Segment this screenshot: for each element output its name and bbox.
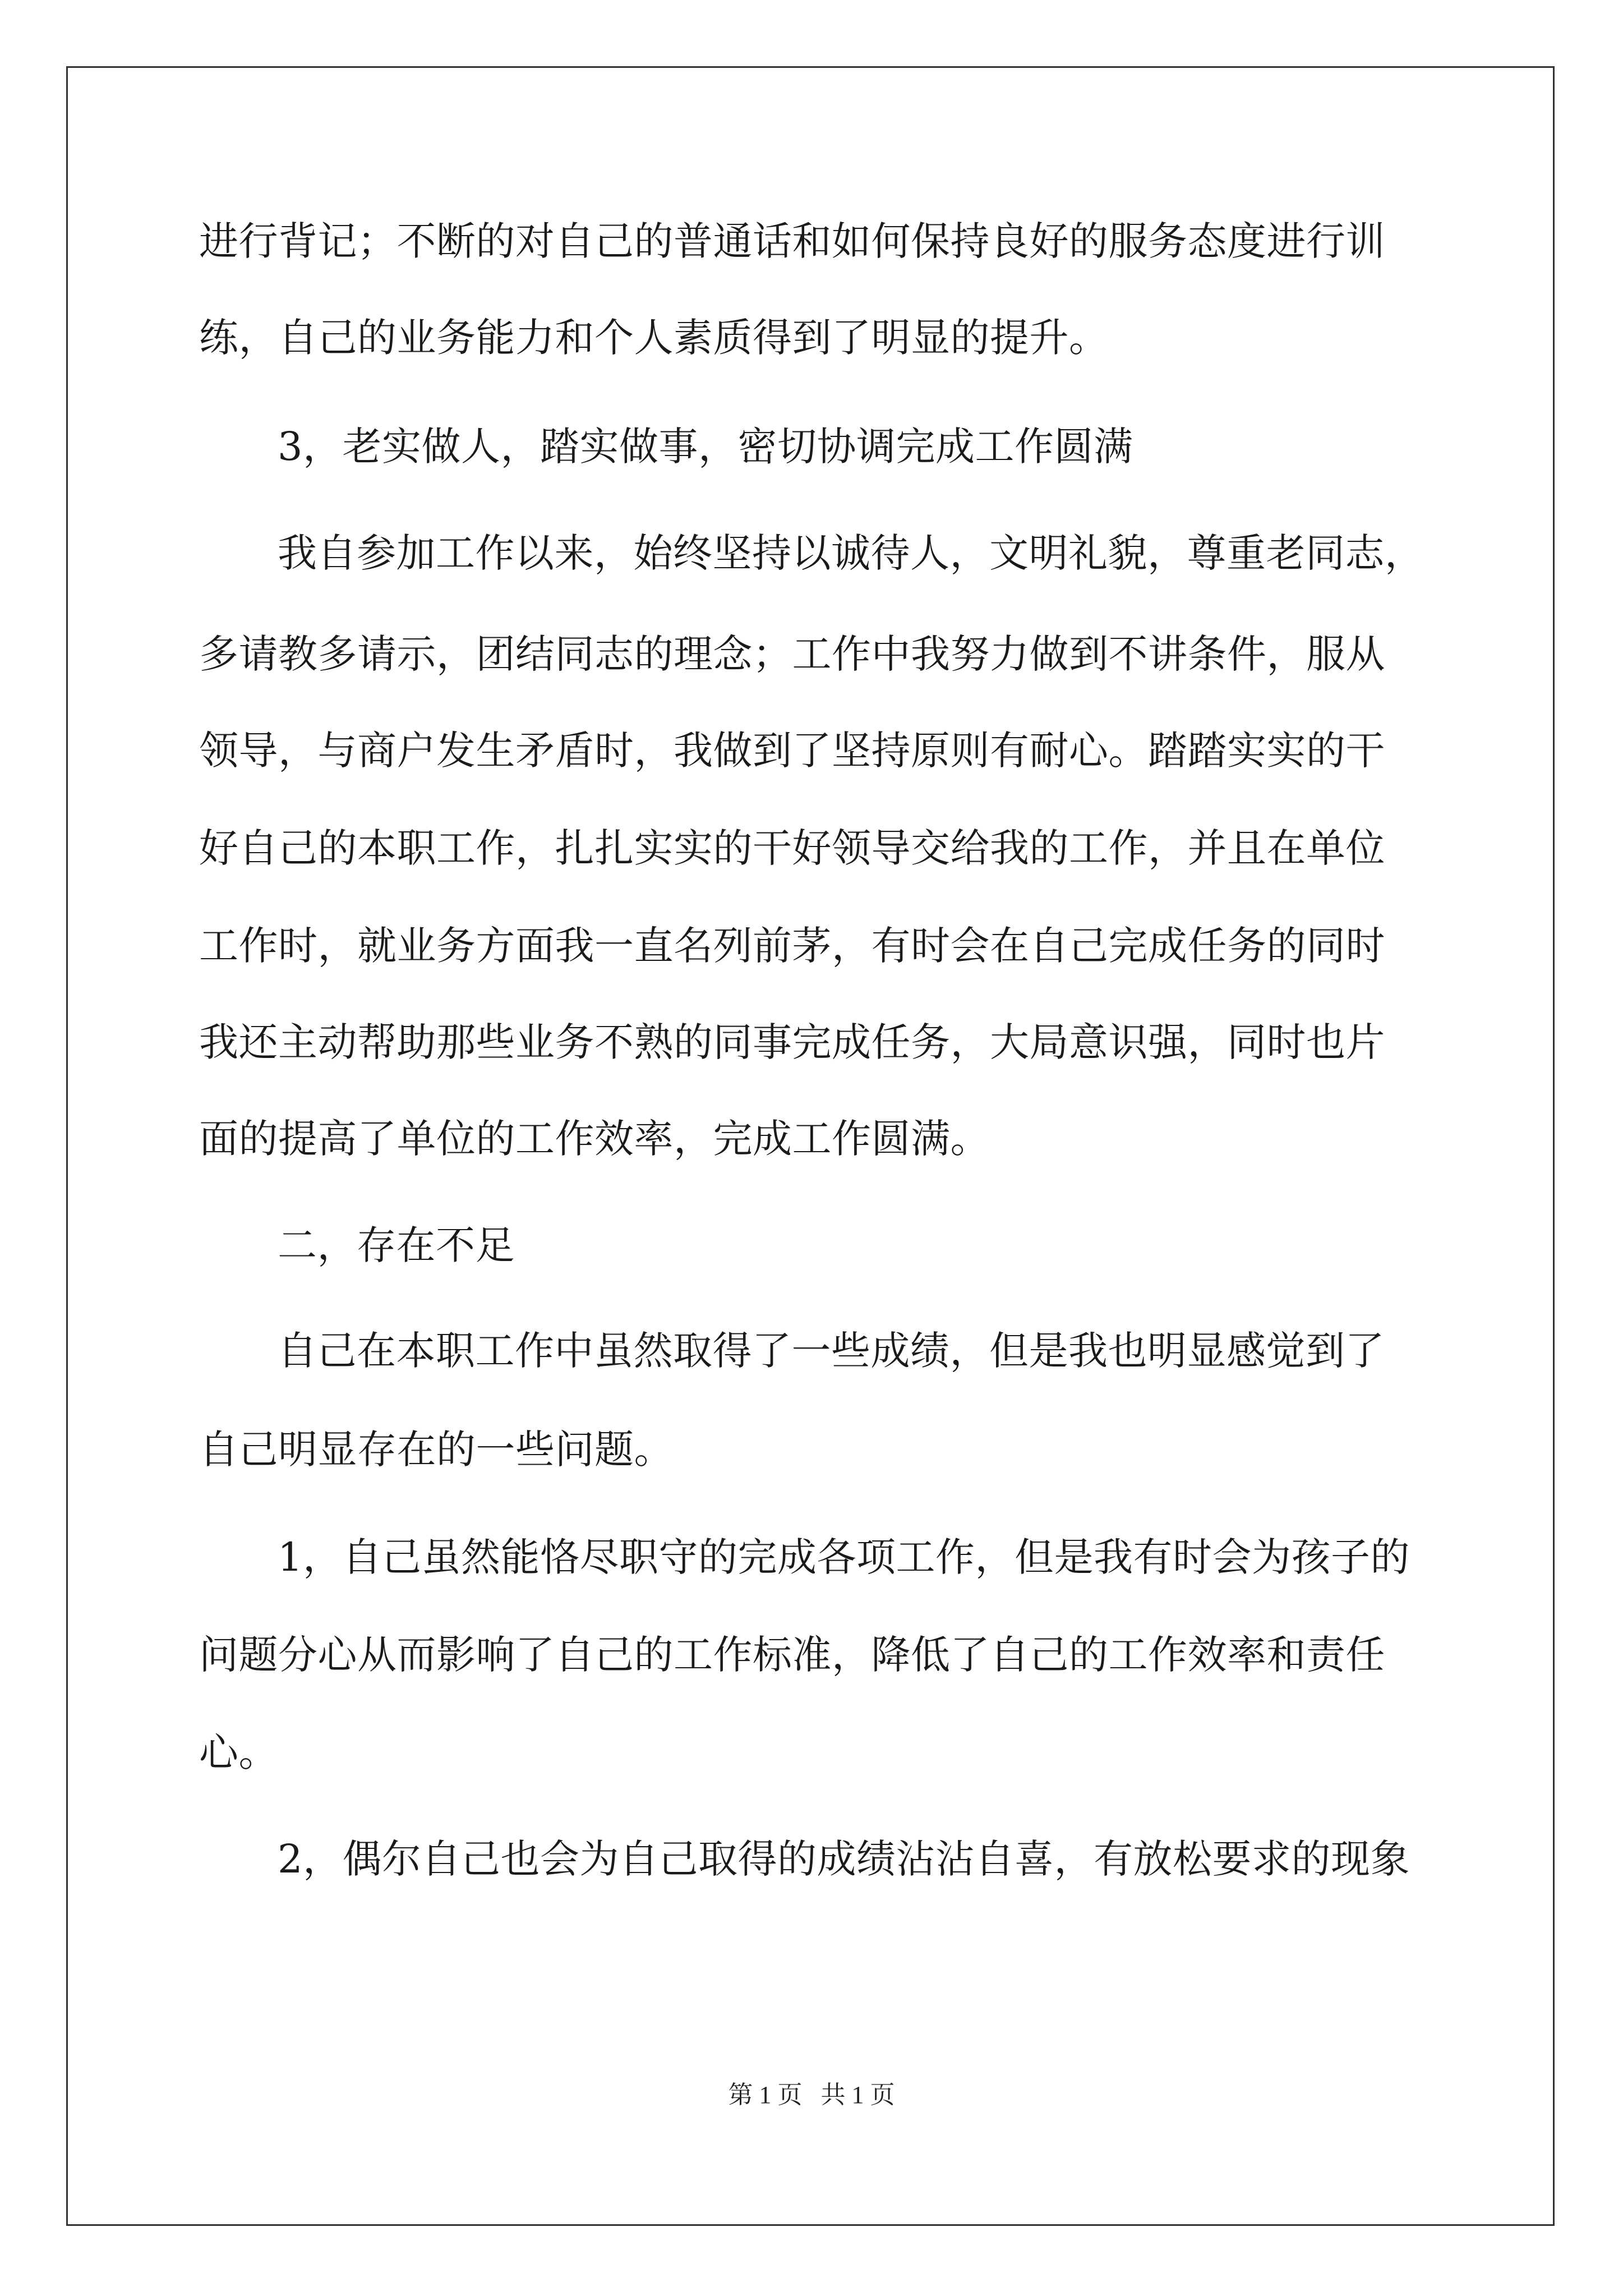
section-heading: 二，存在不足	[278, 1222, 515, 1268]
page-number: 第 1 页 共 1 页	[728, 2081, 895, 2109]
text-line: 自己明显存在的一些问题。	[199, 1427, 674, 1473]
text-line: 练，自己的业务能力和个人素质得到了明显的提升。	[199, 315, 1109, 361]
text-line: 好自己的本职工作，扎扎实实的干好领导交给我的工作，并且在单位	[199, 825, 1385, 871]
text-line: 心。	[199, 1729, 278, 1775]
text-line: 面的提高了单位的工作效率，完成工作圆满。	[199, 1116, 990, 1162]
section-heading: 3，老实做人，踏实做事，密切协调完成工作圆满	[278, 424, 1133, 470]
text-line: 2，偶尔自己也会为自己取得的成绩沾沾自喜，有放松要求的现象	[278, 1836, 1410, 1882]
text-line: 1，自己虽然能恪尽职守的完成各项工作，但是我有时会为孩子的	[278, 1534, 1410, 1580]
text-line: 自己在本职工作中虽然取得了一些成绩，但是我也明显感觉到了	[278, 1328, 1385, 1374]
text-line: 领导，与商户发生矛盾时，我做到了坚持原则有耐心。踏踏实实的干	[199, 728, 1385, 774]
text-line: 我还主动帮助那些业务不熟的同事完成任务，大局意识强，同时也片	[199, 1019, 1385, 1065]
text-line: 进行背记；不断的对自己的普通话和如何保持良好的服务态度进行训	[199, 218, 1385, 264]
text-line: 问题分心从而影响了自己的工作标准，降低了自己的工作效率和责任	[199, 1632, 1385, 1678]
text-line: 多请教多请示，团结同志的理念；工作中我努力做到不讲条件，服从	[199, 631, 1385, 677]
text-line: 工作时，就业务方面我一直名列前茅，有时会在自己完成任务的同时	[199, 923, 1385, 969]
text-line: 我自参加工作以来，始终坚持以诚待人，文明礼貌，尊重老同志，	[278, 530, 1424, 576]
